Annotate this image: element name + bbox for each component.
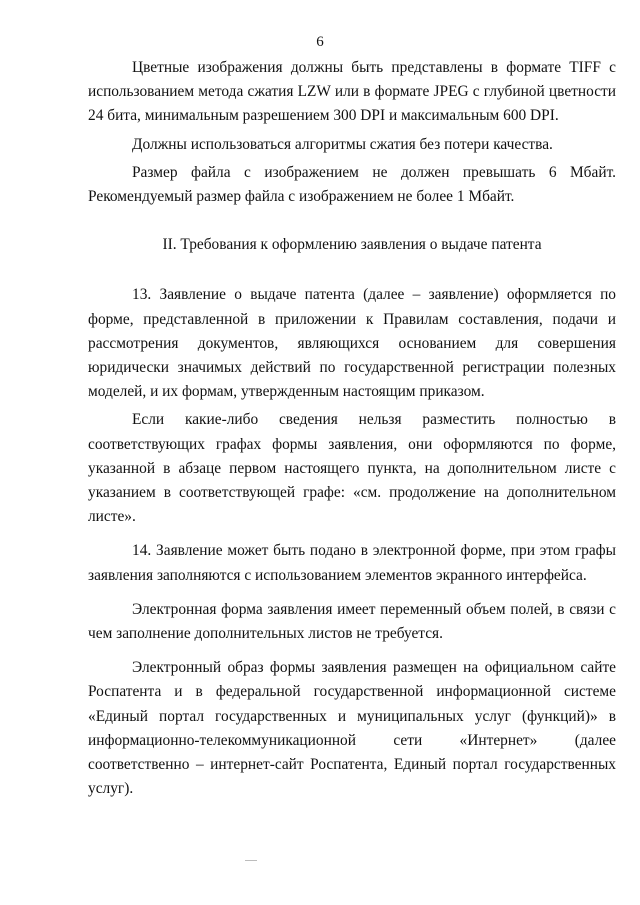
page-number: 6: [316, 34, 324, 50]
document-body: [88, 56, 616, 801]
paragraph-electronic-form: Электронная форма заявления имеет переменный объем полей, в связи с чем заполнение дополнительных листов не требуется.: [88, 600, 616, 643]
paragraph-image-format: Цветные изображения должны быть представлены в формате TIFF с использованием метода сжатия LZW или в формате JPEG с глубиной цветности 24 бита, минимальным разрешением 300 DPI и максимальным 600 DPI.: [88, 59, 616, 125]
paragraph-electronic-image: Электронный образ формы заявления размещен на официальном сайте Роспатента и в федеральной государственной информационной системе «Единый портал государственных и муниципальных услуг (функций)» в информационно-телекоммуникационной сети «Интернет» (далее соответственно – интернет-сайт Роспатента, Единый портал государственных услуг).: [88, 659, 616, 798]
paragraph-compression: Должны использоваться алгоритмы сжатия без потери качества.: [132, 135, 553, 153]
section-heading: II. Требования к оформлению заявления о выдаче патента: [162, 236, 542, 254]
paragraph-file-size: Размер файла с изображением не должен превышать 6 Мбайт. Рекомендуемый размер файла с изображением не более 1 Мбайт.: [88, 163, 616, 206]
scan-mark: [245, 860, 257, 861]
paragraph-item-13: 13. Заявление о выдаче патента (далее – заявление) оформляется по форме, представленной в приложении к Правилам составления, подачи и рассмотрения документов, являющихся основанием для совершения юридически значимых действий по государственной регистрации полезных моделей, и их формам, утвержденным настоящим приказом.: [88, 286, 616, 401]
paragraph-item-14: 14. Заявление может быть подано в электронной форме, при этом графы заявления заполняются с использованием элементов экранного интерфейса.: [88, 542, 616, 584]
paragraph-additional-sheet: Если какие-либо сведения нельзя разместить полностью в соответствующих графах формы заявления, они оформляются по форме, указанной в абзаце первом настоящего пункта, на дополнительном листе с указанием в соответствующей графе: «см. продолжение на дополнительном листе».: [88, 411, 616, 526]
